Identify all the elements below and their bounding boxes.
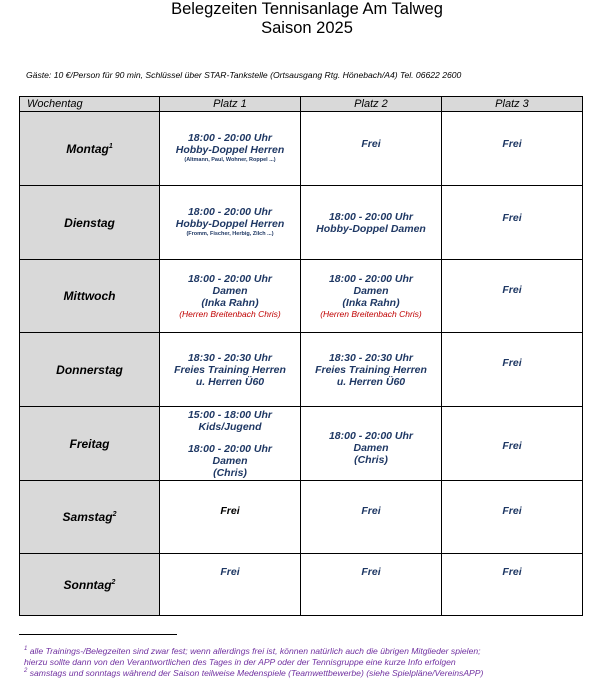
column-header-wochentag: Wochentag <box>20 97 160 112</box>
slot-freitag-platz-1: 15:00 - 18:00 Uhr Kids/Jugend 18:00 - 20:00 Uhr Damen (Chris) <box>160 407 301 481</box>
slot-mittwoch-platz-3: Frei <box>442 260 583 333</box>
table-row <box>20 333 583 407</box>
footnote-2: $^2$ samstags und sonntags während der Saison teilweise Medenspiele (Teamwettbewerbe) (siehe Spielpläne/VereinsAPP) <box>24 667 484 678</box>
table-row <box>20 407 583 481</box>
table-row <box>20 554 583 616</box>
column-header-platz-2: Platz 2 <box>301 97 442 112</box>
day-cell-dienstag: Dienstag <box>20 186 160 260</box>
slot-sonntag-platz-1: Frei <box>160 554 301 616</box>
table-row <box>20 260 583 333</box>
slot-samstag-platz-3: Frei <box>442 481 583 554</box>
slot-sonntag-platz-3: Frei <box>442 554 583 616</box>
day-cell-donnerstag: Donnerstag <box>20 333 160 407</box>
column-header-platz-3: Platz 3 <box>442 97 583 112</box>
slot-freitag-platz-2: 18:00 - 20:00 Uhr Damen (Chris) <box>301 407 442 481</box>
slot-dienstag-platz-1: 18:00 - 20:00 Uhr Hobby-Doppel Herren (Fromm, Fischer, Herbig, Zilch ...) <box>160 186 301 260</box>
slot-samstag-platz-2: Frei <box>301 481 442 554</box>
footnote-1: $^1$ alle Trainings-/Belegzeiten sind zwar fest; wenn allerdings frei ist, können natürlich auch die übrigen Mitglieder spielen; hierzu sollte dann von den Verantwortlichen des Tages in der APP oder der Tennisgruppe eine kurze Info erfolgen <box>24 645 481 667</box>
slot-donnerstag-platz-1: 18:30 - 20:30 Uhr Freies Training Herren u. Herren Ü60 <box>160 333 301 407</box>
day-cell-sonntag: Sonntag$^2$ <box>20 554 160 616</box>
day-cell-samstag: Samstag$^2$ <box>20 481 160 554</box>
column-header-platz-1: Platz 1 <box>160 97 301 112</box>
schedule-table <box>19 96 583 616</box>
day-cell-freitag: Freitag <box>20 407 160 481</box>
slot-dienstag-platz-2: 18:00 - 20:00 Uhr Hobby-Doppel Damen <box>301 186 442 260</box>
slot-mittwoch-platz-1: 18:00 - 20:00 Uhr Damen (Inka Rahn) (Herren Breitenbach Chris) <box>160 260 301 333</box>
slot-donnerstag-platz-2: 18:30 - 20:30 Uhr Freies Training Herren u. Herren Ü60 <box>301 333 442 407</box>
table-row <box>20 112 583 186</box>
day-cell-mittwoch: Mittwoch <box>20 260 160 333</box>
page-title: Belegzeiten Tennisanlage Am Talweg <box>171 0 443 18</box>
table-row <box>20 481 583 554</box>
guest-info: Gäste: 10 €/Person für 90 min, Schlüssel über STAR-Tankstelle (Ortsausgang Rtg. Hönebach/A4) Tel. 06622 2600 <box>26 70 462 80</box>
slot-dienstag-platz-3: Frei <box>442 186 583 260</box>
page-subtitle: Saison 2025 <box>261 19 353 37</box>
slot-freitag-platz-3: Frei <box>442 407 583 481</box>
slot-donnerstag-platz-3: Frei <box>442 333 583 407</box>
slot-montag-platz-2: Frei <box>301 112 442 186</box>
slot-montag-platz-3: Frei <box>442 112 583 186</box>
slot-mittwoch-platz-2: 18:00 - 20:00 Uhr Damen (Inka Rahn) (Herren Breitenbach Chris) <box>301 260 442 333</box>
table-header-row <box>20 97 583 112</box>
slot-sonntag-platz-2: Frei <box>301 554 442 616</box>
footnote-divider <box>19 634 177 635</box>
table-row <box>20 186 583 260</box>
day-cell-montag: Montag$^1$ <box>20 112 160 186</box>
slot-samstag-platz-1: Frei <box>160 481 301 554</box>
slot-montag-platz-1: 18:00 - 20:00 Uhr Hobby-Doppel Herren (Altmann, Paul, Wohner, Roppel ...) <box>160 112 301 186</box>
